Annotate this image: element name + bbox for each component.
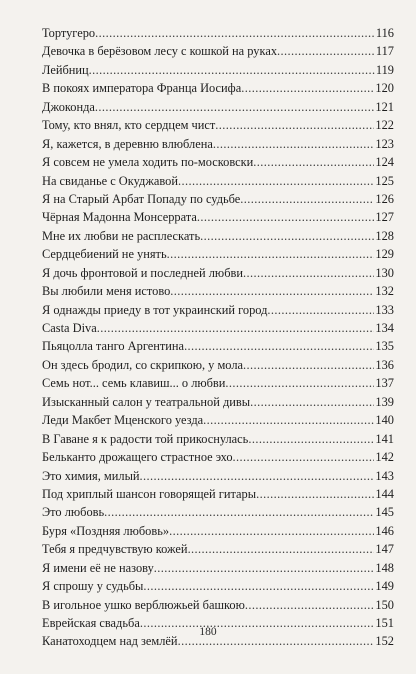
toc-entry-title: Вы любили меня истово — [42, 284, 171, 299]
toc-entry-page: 144 — [375, 486, 394, 501]
dot-leader — [256, 485, 374, 503]
toc-entry-title: Я имени её не назову — [42, 560, 154, 575]
toc-entry — [42, 172, 394, 190]
dot-leader — [178, 172, 374, 190]
toc-entry — [42, 356, 394, 374]
toc-entry-title: Я дочь фронтовой и последней любви — [42, 265, 243, 280]
toc-entry-title: Тебя я предчувствую кожей — [42, 542, 188, 557]
toc-entry — [42, 522, 394, 540]
toc-entry-title: Семь нот... семь клавиш... о любви — [42, 376, 226, 391]
toc-entry-title: Сердцебиений не унять — [42, 247, 167, 262]
dot-leader — [140, 467, 375, 485]
toc-entry — [42, 411, 394, 429]
table-of-contents — [42, 24, 394, 651]
toc-entry-page: 130 — [375, 265, 394, 280]
toc-entry-page: 116 — [375, 26, 394, 40]
toc-entry-page: 121 — [375, 99, 394, 114]
toc-entry-page: 141 — [375, 431, 394, 446]
toc-entry-page: 148 — [375, 560, 394, 575]
dot-leader — [250, 393, 374, 411]
toc-entry-title: Я, кажется, в деревню влюблена — [42, 136, 213, 151]
dot-leader — [170, 282, 374, 300]
dot-leader — [233, 448, 375, 466]
toc-entry-page: 134 — [375, 321, 394, 335]
toc-entry-page: 129 — [375, 247, 394, 262]
toc-entry-page: 143 — [375, 468, 394, 483]
toc-entry-page: 120 — [375, 81, 394, 96]
toc-entry-title: Канатоходцем над землёй — [42, 634, 178, 649]
toc-entry — [42, 430, 394, 448]
toc-entry — [42, 208, 394, 226]
toc-entry-title: Леди Макбет Мценского уезда — [42, 413, 204, 428]
toc-entry-title: Бельканто дрожащего страстное эхо — [42, 450, 233, 465]
toc-entry — [42, 227, 394, 245]
toc-entry-page: 136 — [375, 357, 394, 372]
toc-entry — [42, 503, 394, 521]
dot-leader — [200, 227, 374, 245]
toc-entry-title: Девочка в берёзовом лесу с кошкой на руках — [42, 44, 278, 59]
dot-leader — [245, 596, 375, 614]
toc-entry-title: Лейбниц — [42, 62, 89, 77]
dot-leader — [213, 135, 375, 153]
toc-entry-page: 123 — [375, 136, 394, 151]
toc-entry-title: Я на Старый Арбат Попаду по судьбе — [42, 191, 241, 206]
toc-entry-page: 147 — [375, 542, 394, 557]
dot-leader — [197, 208, 375, 226]
toc-entry-title: Тому, кто внял, кто сердцем чист — [42, 118, 216, 133]
toc-entry-page: 117 — [375, 44, 394, 59]
dot-leader — [104, 503, 374, 521]
toc-entry — [42, 301, 394, 319]
toc-entry — [42, 245, 394, 263]
toc-entry-page: 133 — [375, 302, 394, 317]
dot-leader — [188, 540, 375, 558]
toc-entry — [42, 24, 394, 42]
toc-entry — [42, 42, 394, 60]
toc-entry-page: 128 — [375, 228, 394, 243]
toc-entry-title: Он здесь бродил, со скрипкою, у мола — [42, 357, 244, 372]
toc-entry — [42, 116, 394, 134]
dot-leader — [143, 577, 374, 595]
dot-leader — [243, 356, 374, 374]
dot-leader — [267, 301, 374, 319]
dot-leader — [241, 79, 374, 97]
toc-entry-title: Тортугеро — [42, 26, 96, 40]
toc-entry-title: Пьяцолла танго Аргентина — [42, 339, 185, 354]
toc-entry-page: 140 — [375, 413, 394, 428]
dot-leader — [154, 559, 375, 577]
toc-entry — [42, 596, 394, 614]
dot-leader — [184, 337, 374, 355]
toc-entry — [42, 448, 394, 466]
toc-entry-title: Чёрная Мадонна Монсеррата — [42, 210, 197, 225]
toc-entry-page: 151 — [375, 616, 394, 630]
toc-entry — [42, 61, 394, 79]
toc-entry — [42, 98, 394, 116]
toc-entry-title: Я совсем не умела ходить по-московски — [42, 155, 254, 170]
dot-leader — [169, 522, 374, 540]
toc-entry-page: 132 — [375, 284, 394, 299]
toc-entry-title: Casta Diva — [42, 321, 97, 335]
toc-entry-page: 152 — [375, 634, 394, 649]
page-number: 180 — [199, 626, 217, 638]
toc-entry-title: Я спрошу у судьбы — [42, 579, 144, 594]
toc-entry — [42, 559, 394, 577]
toc-entry-page: 135 — [375, 339, 394, 354]
toc-entry-page: 145 — [375, 505, 394, 520]
dot-leader — [225, 374, 374, 392]
toc-entry-page: 124 — [375, 155, 394, 170]
toc-entry — [42, 393, 394, 411]
toc-entry — [42, 337, 394, 355]
toc-entry — [42, 153, 394, 171]
toc-entry-page: 126 — [375, 191, 394, 206]
toc-entry-title: На свиданье с Окуджавой — [42, 173, 178, 188]
dot-leader — [97, 319, 375, 337]
toc-entry-title: Мне их любви не расплескать — [42, 228, 201, 243]
toc-entry-page: 150 — [375, 597, 394, 612]
toc-entry — [42, 135, 394, 153]
toc-entry-page: 146 — [375, 523, 394, 538]
toc-entry-title: Это любовь — [42, 505, 105, 520]
toc-entry-title: В Гаване я к радости той прикоснулась — [42, 431, 249, 446]
dot-leader — [89, 61, 375, 79]
toc-entry — [42, 374, 394, 392]
dot-leader — [248, 430, 374, 448]
toc-entry — [42, 264, 394, 282]
toc-entry — [42, 282, 394, 300]
dot-leader — [203, 411, 374, 429]
toc-entry — [42, 190, 394, 208]
dot-leader — [215, 116, 374, 134]
toc-entry-title: В покоях императора Франца Иосифа — [42, 81, 242, 96]
dot-leader — [95, 24, 375, 42]
toc-entry — [42, 79, 394, 97]
toc-entry-page: 127 — [375, 210, 394, 225]
toc-entry-page: 119 — [375, 62, 394, 77]
toc-entry-title: Изысканный салон у театральной дивы — [42, 394, 251, 409]
toc-entry-title: Я однажды приеду в тот украинский город — [42, 302, 268, 317]
dot-leader — [95, 98, 374, 116]
toc-entry-title: Джоконда — [42, 99, 95, 114]
dot-leader — [243, 264, 374, 282]
toc-entry — [42, 467, 394, 485]
toc-entry-title: Еврейская свадьба — [42, 616, 140, 630]
toc-entry-page: 122 — [375, 118, 394, 133]
toc-entry — [42, 577, 394, 595]
toc-entry-page: 137 — [375, 376, 394, 391]
toc-entry-page: 142 — [375, 450, 394, 465]
toc-entry-page: 139 — [375, 394, 394, 409]
toc-entry-title: В игольное ушко верблюжьей башкою — [42, 597, 245, 612]
toc-entry — [42, 485, 394, 503]
dot-leader — [167, 245, 375, 263]
dot-leader — [277, 42, 375, 60]
toc-entry-page: 149 — [375, 579, 394, 594]
toc-entry — [42, 319, 394, 337]
dot-leader — [240, 190, 374, 208]
dot-leader — [253, 153, 374, 171]
toc-entry — [42, 540, 394, 558]
toc-entry-title: Буря «Поздняя любовь» — [42, 523, 170, 538]
toc-entry-title: Под хриплый шансон говорящей гитары — [42, 486, 257, 501]
toc-entry-page: 125 — [375, 173, 394, 188]
toc-entry-title: Это химия, милый — [42, 468, 140, 483]
